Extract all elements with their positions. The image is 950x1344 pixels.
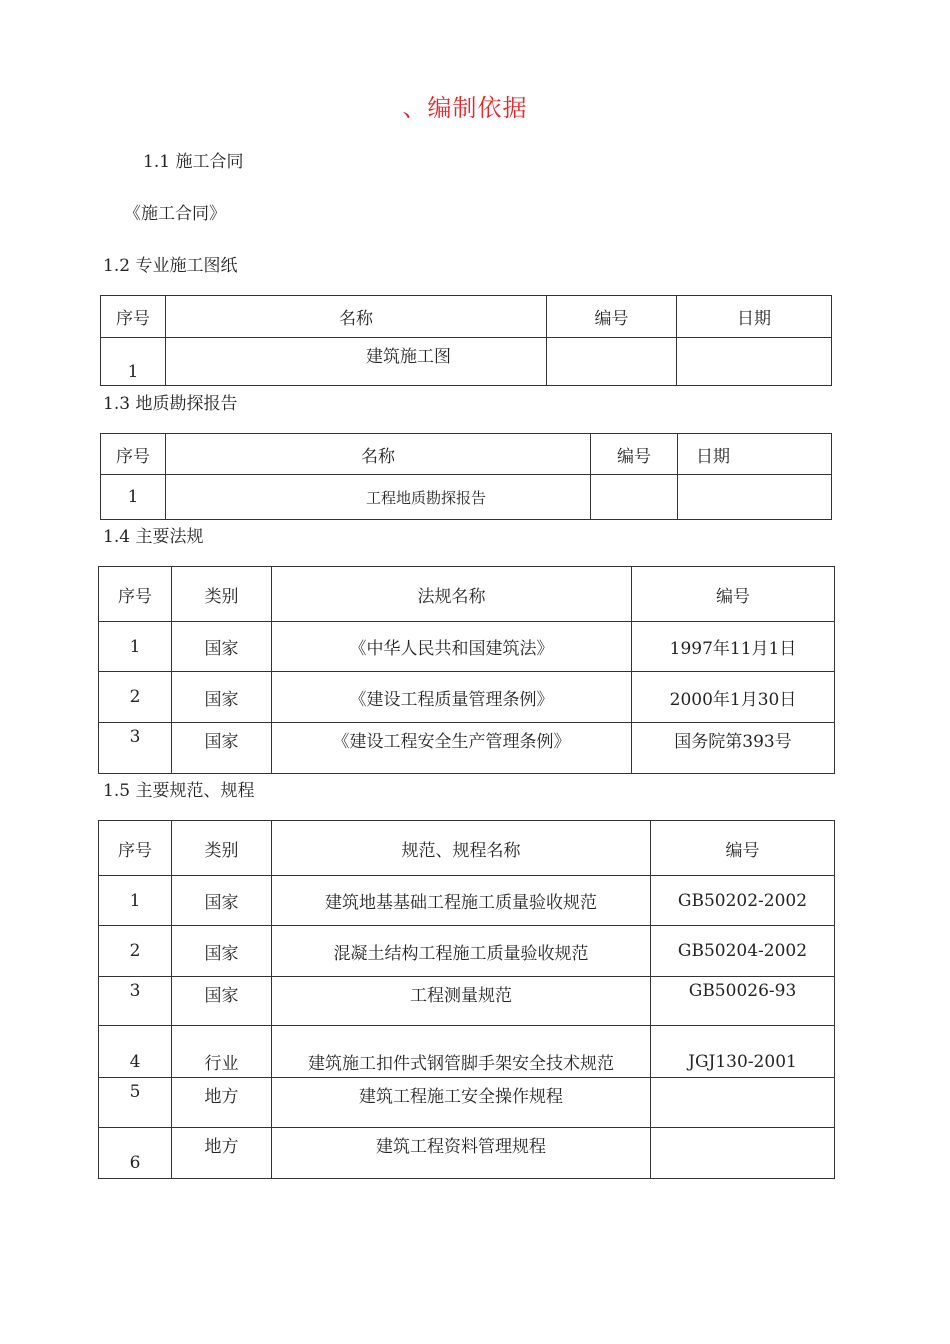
row-number-text: 1 [127, 361, 139, 382]
geology-table [100, 433, 832, 520]
row-number [99, 1128, 172, 1179]
header-cell: 类别 [172, 567, 272, 622]
standard-code: GB50204-2002 [651, 926, 835, 977]
standard-code [651, 1128, 835, 1179]
header-cell: 日期 [678, 434, 832, 475]
row-number [101, 338, 166, 386]
contract-document-name: 《施工合同》 [124, 204, 226, 224]
table-row [99, 672, 835, 723]
row-category: 国家 [172, 622, 272, 672]
row-number: 3 [99, 723, 172, 774]
table-row [99, 1026, 835, 1078]
header-cell: 规范、规程名称 [272, 821, 651, 876]
table-row [99, 977, 835, 1026]
standard-code [651, 1026, 835, 1078]
section-heading-contract: 1.1 施工合同 [143, 152, 244, 172]
table-row [99, 1078, 835, 1128]
row-category: 国家 [172, 876, 272, 926]
row-number: 2 [99, 672, 172, 723]
header-cell: 名称 [166, 296, 547, 338]
section-heading-standards: 1.5 主要规范、规程 [103, 781, 255, 801]
table-row [99, 622, 835, 672]
drawings-table [100, 295, 832, 386]
row-category: 地方 [172, 1128, 272, 1179]
report-code [591, 475, 678, 520]
table-header-row [101, 434, 832, 475]
standard-name: 混凝土结构工程施工质量验收规范 [272, 926, 651, 977]
standard-code-text: JGJ130-2001 [688, 1051, 797, 1072]
row-category-text: 行业 [204, 1054, 239, 1074]
table-header-row [101, 296, 832, 338]
header-cell: 序号 [101, 434, 166, 475]
header-cell: 编号 [547, 296, 677, 338]
table-row [99, 876, 835, 926]
page-title: 、编制依据 [402, 94, 528, 122]
row-number: 2 [99, 926, 172, 977]
standard-name: 工程测量规范 [272, 977, 651, 1026]
drawing-name: 建筑施工图 [166, 338, 547, 386]
row-category: 国家 [172, 926, 272, 977]
standard-name-text: 建筑施工扣件式钢管脚手架安全技术规范 [308, 1054, 614, 1074]
header-cell: 法规名称 [272, 567, 632, 622]
section-heading-laws: 1.4 主要法规 [103, 527, 204, 547]
law-name: 《建设工程安全生产管理条例》 [272, 723, 632, 774]
drawing-code [547, 338, 677, 386]
row-category: 国家 [172, 977, 272, 1026]
table-row [99, 926, 835, 977]
header-cell: 日期 [677, 296, 832, 338]
law-name: 《中华人民共和国建筑法》 [272, 622, 632, 672]
row-category: 国家 [172, 672, 272, 723]
header-cell: 编号 [632, 567, 835, 622]
standard-code [651, 1078, 835, 1128]
header-cell: 序号 [99, 821, 172, 876]
header-cell: 序号 [99, 567, 172, 622]
header-cell: 编号 [591, 434, 678, 475]
row-number [99, 1026, 172, 1078]
row-number-text: 4 [129, 1051, 141, 1072]
header-cell: 名称 [166, 434, 591, 475]
standard-name: 建筑工程资料管理规程 [272, 1128, 651, 1179]
drawing-date [677, 338, 832, 386]
header-cell: 序号 [101, 296, 166, 338]
report-date [678, 475, 832, 520]
table-row [99, 1128, 835, 1179]
table-row [101, 475, 832, 520]
header-cell: 类别 [172, 821, 272, 876]
row-number: 1 [99, 622, 172, 672]
standard-name [272, 1026, 651, 1078]
row-number-text: 6 [129, 1153, 141, 1173]
row-category: 国家 [172, 723, 272, 774]
standard-name: 建筑工程施工安全操作规程 [272, 1078, 651, 1128]
table-header-row [99, 567, 835, 622]
standards-table [98, 820, 835, 1179]
table-row [99, 723, 835, 774]
row-category [172, 1026, 272, 1078]
section-heading-geology: 1.3 地质勘探报告 [103, 394, 238, 414]
law-name: 《建设工程质量管理条例》 [272, 672, 632, 723]
law-code: 1997年11月1日 [632, 622, 835, 672]
standard-code: GB50026-93 [651, 977, 835, 1026]
table-row [101, 338, 832, 386]
law-code: 国务院第393号 [632, 723, 835, 774]
laws-table [98, 566, 835, 774]
law-code: 2000年1月30日 [632, 672, 835, 723]
table-header-row [99, 821, 835, 876]
row-number: 5 [99, 1078, 172, 1128]
section-heading-drawings: 1.2 专业施工图纸 [103, 256, 238, 276]
header-cell: 编号 [651, 821, 835, 876]
row-category: 地方 [172, 1078, 272, 1128]
row-number: 1 [101, 475, 166, 520]
standard-name: 建筑地基基础工程施工质量验收规范 [272, 876, 651, 926]
report-name: 工程地质勘探报告 [166, 475, 591, 520]
standard-code: GB50202-2002 [651, 876, 835, 926]
row-number: 1 [99, 876, 172, 926]
row-number: 3 [99, 977, 172, 1026]
